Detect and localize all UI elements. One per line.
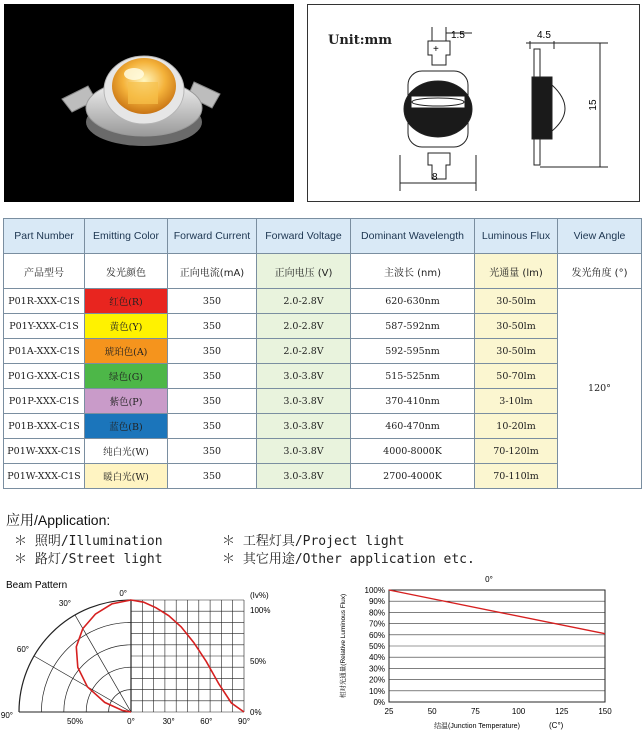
cell-flux: 50-70lm	[475, 364, 558, 389]
cell-wavelength: 460-470nm	[351, 414, 475, 439]
cell-part: P01A-XXX-C1S	[4, 339, 85, 364]
y-tick-label: 0%	[373, 698, 385, 707]
polar-angle-label: 30°	[58, 599, 71, 608]
y-tick-label: 100%	[250, 606, 271, 615]
cell-flux: 10-20lm	[475, 414, 558, 439]
cell-voltage: 2.0-2.8V	[257, 339, 351, 364]
y-axis-label: 相对光通量(Relative Luminous Flux)	[340, 593, 347, 699]
cell-part: P01P-XXX-C1S	[4, 389, 85, 414]
cell-wavelength: 592-595nm	[351, 339, 475, 364]
polar-angle-label: 60°	[16, 645, 29, 654]
x-tick-label: 75	[470, 707, 480, 716]
dimension-drawing	[307, 4, 640, 202]
cell-view-angle: 120°	[558, 289, 642, 489]
y-tick-label: 10%	[368, 686, 385, 696]
cell-voltage: 3.0-3.8V	[257, 414, 351, 439]
cell-wavelength: 370-410nm	[351, 389, 475, 414]
cell-part: P01B-XXX-C1S	[4, 414, 85, 439]
cell-color: 蓝色(B)	[85, 414, 168, 439]
cell-flux: 70-120lm	[475, 439, 558, 464]
cell-wavelength: 587-592nm	[351, 314, 475, 339]
header-forward-voltage: Forward Voltage	[257, 219, 351, 254]
header-row-cn	[4, 254, 642, 289]
y-tick-label: 100%	[364, 586, 385, 595]
cell-flux: 30-50lm	[475, 314, 558, 339]
cell-wavelength: 515-525nm	[351, 364, 475, 389]
cell-current: 350	[168, 389, 257, 414]
header-cn-angle: 发光角度 (°)	[558, 254, 642, 289]
table-row	[4, 414, 642, 439]
cell-wavelength: 4000-8000K	[351, 439, 475, 464]
header-dominant-wavelength: Dominant Wavelength	[351, 219, 475, 254]
polar-ring	[64, 645, 131, 712]
dim-pin-width: 1.5	[451, 30, 465, 41]
cell-current: 350	[168, 339, 257, 364]
application-item-street-light: ＊ 路灯/Street light	[14, 552, 163, 567]
cell-color: 绿色(G)	[85, 364, 168, 389]
cell-flux: 3-10lm	[475, 389, 558, 414]
cell-part: P01R-XXX-C1S	[4, 289, 85, 314]
header-view-angle: View Angle	[558, 219, 642, 254]
x-tick-label: 90°	[237, 717, 251, 726]
spec-table	[3, 218, 642, 489]
cell-flux: 70-110lm	[475, 464, 558, 489]
header-cn-voltage: 正向电压 (V)	[257, 254, 351, 289]
x-tick-label: 125	[555, 707, 569, 716]
table-row	[4, 464, 642, 489]
table-row	[4, 339, 642, 364]
x-tick-label: 60°	[200, 717, 213, 726]
y-tick-label: 80%	[368, 608, 385, 618]
cell-wavelength: 2700-4000K	[351, 464, 475, 489]
cell-part: P01G-XXX-C1S	[4, 364, 85, 389]
cell-color: 纯白光(W)	[85, 439, 168, 464]
y-tick-label: 90%	[368, 597, 385, 607]
polarity-mark: +	[433, 44, 439, 55]
y-tick-label: 30%	[368, 664, 385, 674]
polar-angle-label: 90°	[0, 711, 13, 720]
y-tick-label: 60%	[368, 630, 385, 640]
cell-current: 350	[168, 464, 257, 489]
temp-chart-title: 0°	[485, 575, 493, 584]
cell-part: P01W-XXX-C1S	[4, 464, 85, 489]
polar-angle-label: 0°	[119, 589, 127, 598]
table-row	[4, 289, 642, 314]
cell-color: 暖白光(W)	[85, 464, 168, 489]
header-cn-color: 发光颜色	[85, 254, 168, 289]
x-unit-label: (C°)	[549, 721, 564, 730]
header-forward-current: Forward Current	[168, 219, 257, 254]
x-tick-label: 25	[384, 707, 394, 716]
header-emitting-color: Emitting Color	[85, 219, 168, 254]
y-tick-label: 40%	[368, 653, 385, 663]
led-photo-illustration	[4, 4, 294, 202]
cell-part: P01Y-XXX-C1S	[4, 314, 85, 339]
cell-voltage: 3.0-3.8V	[257, 389, 351, 414]
table-row	[4, 314, 642, 339]
cell-current: 350	[168, 439, 257, 464]
y-tick-label: 50%	[368, 642, 385, 651]
cell-color: 琥珀色(A)	[85, 339, 168, 364]
x-tick-label: 0°	[127, 717, 135, 726]
table-row	[4, 364, 642, 389]
cell-current: 350	[168, 289, 257, 314]
header-row-en	[4, 219, 642, 254]
y-tick-label: 70%	[368, 619, 385, 629]
cell-voltage: 3.0-3.8V	[257, 464, 351, 489]
header-cn-wavelength: 主波长 (nm)	[351, 254, 475, 289]
cell-current: 350	[168, 364, 257, 389]
application-item-other: ＊ 其它用途/Other application etc.	[222, 552, 475, 567]
application-title: 应用/Application:	[6, 512, 111, 528]
header-cn-part: 产品型号	[4, 254, 85, 289]
y-unit-label: (Iv%)	[250, 591, 269, 600]
polar-ring	[86, 667, 131, 712]
x-axis-label: 结温(Junction Temperature)	[434, 723, 520, 730]
cell-current: 350	[168, 314, 257, 339]
x-tick-label: 30°	[162, 717, 175, 726]
beam-pattern-chart	[0, 576, 294, 732]
polar-spoke	[34, 656, 131, 712]
polar-ring	[16, 600, 131, 712]
cell-part: P01W-XXX-C1S	[4, 439, 85, 464]
cell-voltage: 3.0-3.8V	[257, 364, 351, 389]
x-tick-label: 100	[511, 707, 526, 716]
beam-pattern-svg	[0, 576, 294, 732]
polar-ring	[41, 622, 131, 712]
cell-color: 紫色(P)	[85, 389, 168, 414]
y-tick-label: 20%	[368, 675, 385, 685]
header-cn-current: 正向电流(mA)	[168, 254, 257, 289]
flux-vs-temperature-chart	[333, 576, 641, 732]
y-tick-label: 50%	[250, 657, 267, 666]
table-row	[4, 389, 642, 414]
dim-side-height: 15	[588, 99, 599, 111]
product-photo	[4, 4, 294, 202]
dimension-svg	[308, 5, 639, 201]
cell-voltage: 2.0-2.8V	[257, 314, 351, 339]
header-part-number: Part Number	[4, 219, 85, 254]
left-tick-label: 50%	[66, 717, 84, 726]
x-tick-label: 50	[427, 707, 437, 716]
beam-polar-line	[76, 600, 131, 712]
cell-flux: 30-50lm	[475, 289, 558, 314]
application-item-project-light: ＊ 工程灯具/Project light	[222, 534, 405, 549]
cell-voltage: 2.0-2.8V	[257, 289, 351, 314]
beam-title: Beam Pattern	[6, 580, 68, 591]
cell-color: 红色(R)	[85, 289, 168, 314]
cell-color: 黄色(Y)	[85, 314, 168, 339]
header-luminous-flux: Luminous Flux	[475, 219, 558, 254]
application-item-illumination: ＊ 照明/Illumination	[14, 534, 163, 549]
dim-body-width: 8	[432, 172, 438, 183]
y-tick-label: 0%	[250, 708, 262, 717]
x-tick-label: 150	[598, 707, 612, 716]
cell-current: 350	[168, 414, 257, 439]
cell-wavelength: 620-630nm	[351, 289, 475, 314]
unit-label: Unit:mm	[328, 33, 393, 48]
table-row	[4, 439, 642, 464]
dim-side-width: 4.5	[537, 30, 551, 41]
cell-voltage: 3.0-3.8V	[257, 439, 351, 464]
cell-flux: 30-50lm	[475, 339, 558, 364]
header-cn-flux: 光通量 (lm)	[475, 254, 558, 289]
polar-spoke	[75, 615, 131, 712]
flux-temperature-svg	[333, 576, 641, 732]
